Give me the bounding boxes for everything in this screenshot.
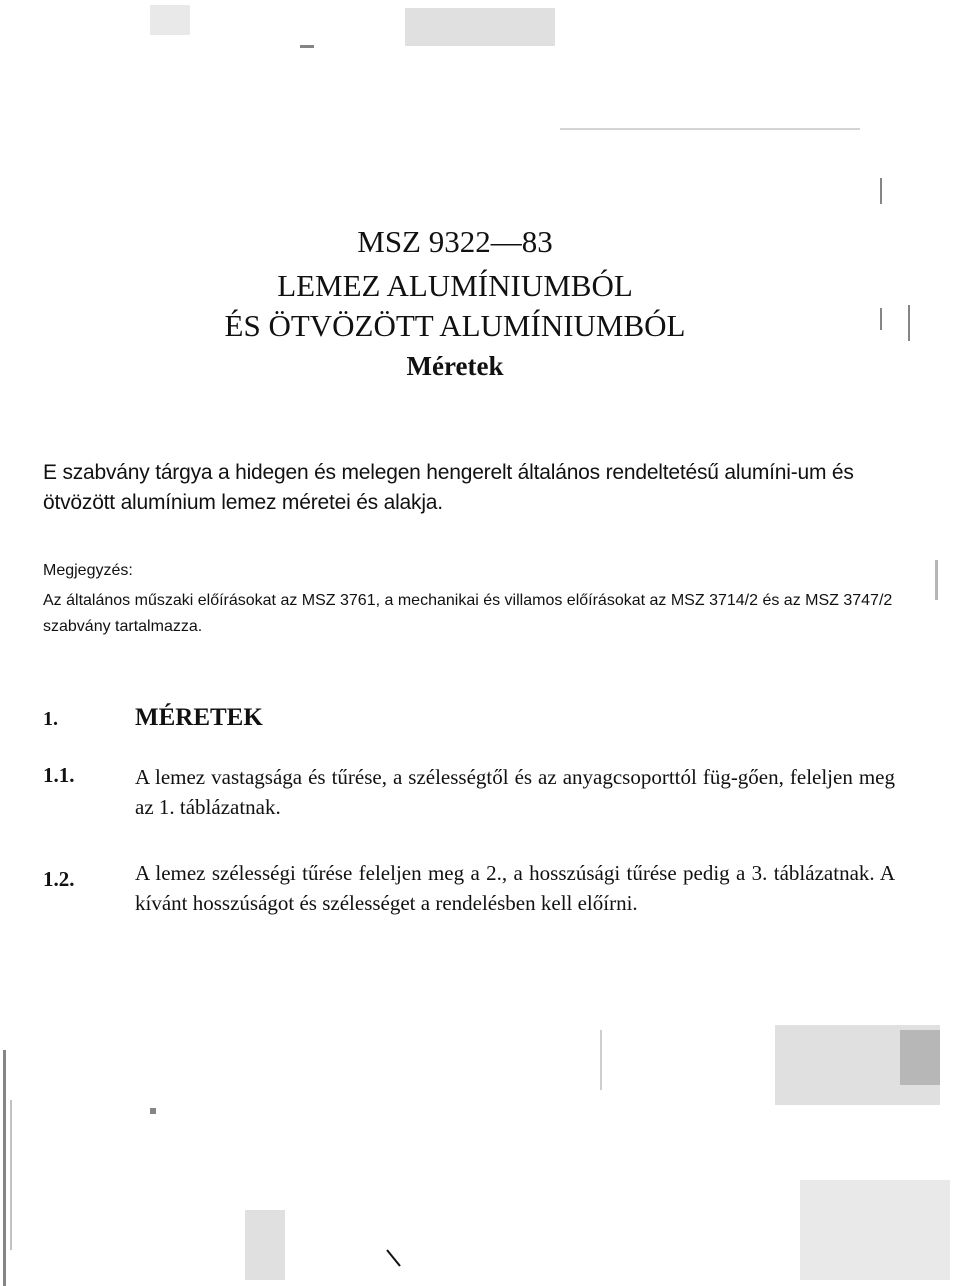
standard-number: MSZ 9322—83 [357, 224, 553, 259]
title-line-1: LEMEZ ALUMÍNIUMBÓL [277, 268, 633, 303]
item-text: A lemez vastagsága és tűrése, a szélességtől és az anyagcsoporttól füg-gően, feleljen meg az 1. táblázatnak. [135, 765, 895, 819]
item-number: 1.1. [43, 763, 75, 787]
section-title: MÉRETEK [135, 704, 263, 731]
note-text: Az általános műszaki előírásokat az MSZ 3761, a mechanikai és villamos előírásokat az MSZ 3714/2 és az MSZ 3747/2 szabvány tartalmazza. [43, 592, 893, 635]
title-block [0, 222, 960, 386]
note-label: Megjegyzés: [43, 562, 133, 579]
subtitle: Méretek [406, 351, 504, 381]
item-text: A lemez szélességi tűrése feleljen meg a 2., a hosszúsági tűrése pedig a 3. táblázatnak. A kívánt hosszúságot és szélességet a rendelésben kell előírni. [135, 861, 895, 915]
title-line-2: ÉS ÖTVÖZÖTT ALUMÍNIUMBÓL [224, 308, 686, 343]
intro-paragraph: E szabvány tárgya a hidegen és melegen hengerelt általános rendeltetésű alumíni-um és ötvözött alumínium lemez méretei és alakja. [43, 461, 854, 514]
item-number: 1.2. [43, 867, 75, 891]
section-number: 1. [43, 708, 58, 730]
